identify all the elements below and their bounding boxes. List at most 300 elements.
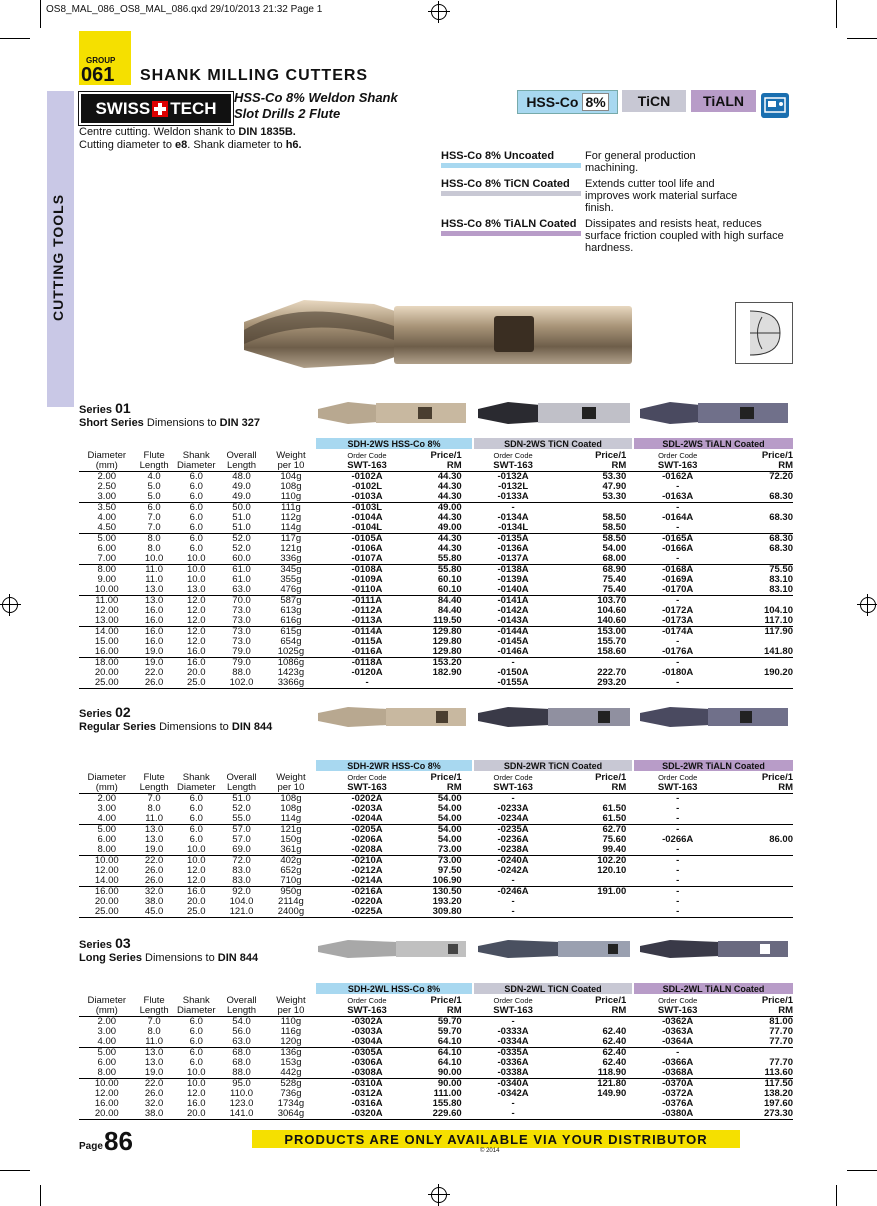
table-cell: -0162A [662, 471, 694, 482]
table-cell: -0107A [351, 553, 383, 564]
table-row [79, 678, 793, 689]
distributor-banner: PRODUCTS ARE ONLY AVAILABLE VIA YOUR DISTRIBUTOR [252, 1130, 740, 1148]
table-cell: - [511, 1098, 515, 1109]
table-cell: 6.0 [189, 481, 203, 492]
table-cell: 13.0 [144, 834, 164, 845]
table-cell: 73.00 [437, 855, 462, 866]
table-cell: 63.0 [232, 584, 251, 595]
table-cell [318, 1048, 326, 1059]
table-cell: 77.70 [769, 1026, 793, 1037]
table-cell: 68.0 [232, 1047, 251, 1058]
table-cell [462, 1109, 472, 1120]
table-cell: 68.30 [769, 543, 793, 554]
table-cell: 5.00 [97, 824, 117, 835]
table-cell: 8.0 [147, 803, 161, 814]
table-cell: -0238A [497, 844, 529, 855]
legend-desc-line: Extends cutter tool life and [585, 178, 715, 190]
table-cell [626, 492, 636, 503]
tool-image-ticn [478, 705, 632, 729]
table-cell [626, 575, 636, 585]
series-heading: Series 03 Long Series Dimensions to DIN 844 [79, 935, 259, 964]
table-cell: -0155A [497, 677, 529, 688]
table-cell [318, 907, 326, 918]
column-header [462, 451, 472, 461]
table-cell: -0308A [351, 1067, 383, 1078]
table-cell: 402g [280, 855, 302, 866]
column-header: Diameter [177, 782, 216, 793]
column-header: Price/1 [761, 772, 793, 783]
table-cell: 18.00 [94, 657, 119, 668]
table-cell [318, 513, 326, 523]
table-cell: -0240A [497, 855, 529, 866]
table-cell [719, 876, 793, 887]
legend-desc-line: Dissipates and resists heat, reduces [585, 218, 762, 230]
product-title-line: HSS-Co 8% Weldon Shank [234, 90, 398, 105]
table-cell [318, 534, 326, 545]
registration-mark-icon [431, 4, 447, 20]
legend-desc-line: finish. [585, 202, 614, 214]
table-cell [462, 804, 472, 814]
table-cell: 75.40 [602, 584, 627, 595]
registration-mark-icon [431, 1187, 447, 1203]
table-cell: 26.0 [144, 875, 164, 886]
table-cell: 5.00 [97, 533, 117, 544]
column-header [318, 783, 326, 794]
table-cell: 58.50 [602, 522, 627, 533]
table-cell: -0132A [497, 471, 529, 482]
table-cell: 6.0 [189, 1047, 203, 1058]
table-cell: -0306A [351, 1057, 383, 1068]
table-cell [626, 876, 636, 887]
table-cell: 97.50 [437, 865, 462, 876]
table-cell: -0104L [351, 522, 383, 533]
badge-pct: 8% [582, 93, 608, 111]
table-cell [626, 845, 636, 856]
table-cell: 22.0 [144, 855, 164, 866]
table-cell: 153g [280, 1057, 302, 1068]
table-cell: - [676, 1047, 680, 1058]
group-number: 061 [81, 64, 115, 86]
table-cell: 54.00 [437, 803, 462, 814]
legend-desc [585, 150, 805, 174]
table-cell: 120g [280, 1036, 302, 1047]
table-cell [626, 866, 636, 876]
table-cell: 10.00 [94, 584, 119, 595]
table-cell: 10.0 [187, 855, 206, 866]
table-cell [318, 492, 326, 503]
table-cell: 11.0 [145, 1036, 163, 1047]
table-row [79, 523, 793, 534]
table-cell [318, 482, 326, 492]
table-cell: 10.0 [187, 1067, 206, 1078]
spec-table-series-01 [79, 451, 793, 689]
table-cell: 70.0 [232, 595, 251, 606]
table-cell: 20.0 [187, 1108, 206, 1119]
table-cell: 88.0 [232, 1067, 251, 1078]
table-cell: -0105A [351, 533, 383, 544]
column-header: SWT-163 [347, 1005, 387, 1016]
table-cell [318, 523, 326, 534]
table-cell [626, 637, 636, 647]
table-cell [626, 1027, 636, 1037]
table-cell: 44.30 [437, 512, 462, 523]
table-cell [719, 814, 793, 825]
table-cell: 12.0 [187, 875, 206, 886]
table-cell: 13.0 [144, 824, 164, 835]
table-cell [626, 472, 636, 483]
table-cell: 2114g [278, 896, 304, 907]
table-cell: 12.0 [187, 615, 206, 626]
table-cell: - [511, 896, 515, 907]
column-header: RM [446, 1005, 462, 1016]
table-cell: 10.00 [94, 855, 119, 866]
table-cell: -0102L [351, 481, 383, 492]
crop-mark [836, 1185, 837, 1206]
column-header: RM [778, 1005, 793, 1016]
table-cell: -0225A [351, 906, 383, 917]
band-hss: SDH-2WR HSS-Co 8% [316, 760, 472, 771]
table-cell: 72.20 [769, 471, 793, 482]
table-cell: 56.0 [232, 1026, 251, 1037]
table-cell: -0135A [497, 533, 529, 544]
table-row [79, 585, 793, 596]
swiss-cross-icon [152, 101, 168, 117]
table-cell [462, 503, 472, 514]
table-cell: 6.0 [189, 543, 203, 554]
table-cell [318, 1079, 326, 1090]
table-cell: 13.0 [144, 595, 164, 606]
table-cell [626, 835, 636, 845]
column-header: RM [611, 1005, 627, 1016]
table-cell: 11.0 [145, 813, 163, 824]
table-cell [626, 554, 636, 565]
column-header-row [79, 783, 793, 794]
table-cell: 62.70 [602, 824, 627, 835]
column-header: per 10 [277, 1005, 305, 1016]
table-cell: 10.0 [187, 564, 206, 575]
table-cell: 104g [280, 471, 302, 482]
table-cell: 32.0 [144, 886, 164, 897]
table-cell [318, 835, 326, 845]
table-cell [554, 897, 626, 907]
table-cell: 476g [280, 584, 302, 595]
slot-drill-image [244, 296, 634, 372]
table-cell [462, 606, 472, 616]
table-cell: 15.00 [94, 636, 119, 647]
table-cell: 2.00 [97, 793, 117, 804]
table-cell [462, 585, 472, 596]
table-cell [462, 1079, 472, 1090]
table-cell: 57.0 [232, 834, 251, 845]
table-cell [318, 1099, 326, 1109]
table-cell: 191.00 [597, 886, 627, 897]
column-header: Weight [276, 995, 306, 1006]
table-cell: 25.00 [94, 677, 119, 688]
series-din: DIN 327 [219, 417, 260, 429]
table-cell: 68.00 [602, 553, 627, 564]
table-cell: -0170A [662, 584, 694, 595]
table-cell: -0150A [497, 667, 529, 678]
side-tab-label: CUTTING TOOLS [50, 193, 66, 321]
table-cell: 8.0 [147, 543, 161, 554]
table-cell: - [676, 481, 680, 492]
table-cell: 8.0 [147, 533, 161, 544]
column-header-row [79, 1006, 793, 1017]
table-cell: 7.00 [97, 553, 117, 564]
table-cell: -0108A [351, 564, 383, 575]
column-header: per 10 [277, 460, 305, 471]
table-cell: 77.70 [769, 1057, 793, 1068]
table-cell: 654g [280, 636, 302, 647]
tool-image-tialn [640, 400, 790, 426]
column-header [318, 451, 326, 461]
table-cell: -0234A [497, 813, 529, 824]
table-cell [318, 1027, 326, 1037]
column-header: Flute [143, 995, 165, 1006]
column-header: Order Code [347, 996, 387, 1005]
table-cell: 104.10 [763, 605, 793, 616]
table-row [79, 804, 793, 814]
table-cell: -0166A [662, 543, 694, 554]
table-cell: 55.80 [437, 564, 462, 575]
table-cell [554, 1099, 626, 1109]
table-cell: 10.0 [144, 553, 164, 564]
table-cell: 108g [280, 793, 302, 804]
table-cell: 3.00 [97, 803, 117, 814]
table-cell: -0236A [497, 834, 529, 845]
table-cell [462, 845, 472, 856]
table-cell: 13.0 [144, 584, 164, 595]
table-row [79, 845, 793, 856]
table-cell: 108g [280, 803, 302, 814]
table-cell [626, 482, 636, 492]
table-cell: 111.00 [433, 1088, 462, 1099]
table-cell: -0216A [351, 886, 383, 897]
column-header: Price/1 [761, 450, 793, 461]
table-cell: 153.20 [432, 657, 462, 668]
legend-key: HSS-Co 8% Uncoated [441, 150, 555, 162]
table-cell: -0180A [662, 667, 694, 678]
table-cell: 99.40 [602, 844, 627, 855]
tool-image-hss [318, 705, 468, 729]
table-cell [462, 544, 472, 554]
table-cell: 141.0 [229, 1108, 254, 1119]
table-cell: 6.0 [189, 803, 203, 814]
table-cell [626, 1017, 636, 1028]
legend-desc-line: hardness. [585, 242, 634, 254]
legend-desc [585, 178, 805, 214]
column-header: Shank [182, 772, 210, 783]
column-header [626, 773, 636, 783]
table-cell [626, 544, 636, 554]
table-cell: 3.00 [97, 491, 117, 502]
column-header: Diameter [87, 450, 127, 461]
table-cell [719, 845, 793, 856]
table-cell: 5.00 [97, 1047, 117, 1058]
table-cell [719, 887, 793, 898]
table-cell [318, 554, 326, 565]
table-cell: 16.0 [187, 657, 206, 668]
table-cell [462, 668, 472, 678]
table-cell: 117.90 [764, 626, 793, 637]
tool-image-tialn [640, 938, 790, 960]
badge-ticn: TiCN [622, 90, 686, 112]
table-cell: 150g [280, 834, 302, 845]
table-cell: 8.00 [97, 844, 117, 855]
table-cell: 51.0 [232, 793, 251, 804]
table-cell: -0136A [497, 543, 529, 554]
table-cell: -0112A [351, 605, 383, 616]
table-cell: -0110A [351, 584, 383, 595]
table-cell: 6.0 [189, 512, 203, 523]
intro-din: DIN 1835B. [238, 126, 296, 138]
column-header: Order Code [658, 996, 698, 1005]
table-cell [318, 866, 326, 876]
table-cell: 12.0 [187, 605, 206, 616]
table-cell [318, 596, 326, 607]
table-cell: 20.0 [187, 896, 206, 907]
table-cell [318, 678, 326, 689]
table-cell: 83.10 [769, 574, 793, 585]
table-cell: 149.90 [597, 1088, 627, 1099]
table-cell: 73.0 [232, 605, 251, 616]
table-cell: 2.00 [97, 1016, 117, 1027]
table-cell: 361g [280, 844, 302, 855]
table-cell: 54.00 [437, 834, 462, 845]
table-cell: -0145A [497, 636, 529, 647]
table-cell: 3064g [277, 1108, 305, 1119]
table-cell [318, 804, 326, 814]
table-cell: 73.0 [232, 626, 251, 637]
table-cell: 58.50 [602, 512, 627, 523]
table-cell: 62.40 [602, 1036, 627, 1047]
table-cell: -0362A [662, 1016, 694, 1027]
table-cell: 4.0 [147, 471, 161, 482]
table-cell: -0220A [351, 896, 383, 907]
legend-swatch [441, 191, 581, 196]
table-cell: -0142A [497, 605, 529, 616]
table-cell: 62.40 [602, 1026, 627, 1037]
table-cell [626, 565, 636, 576]
table-cell: -0214A [351, 875, 383, 886]
band-tialn: SDL-2WR TiALN Coated [634, 760, 793, 771]
table-cell [719, 554, 793, 565]
table-cell: 129.80 [432, 626, 462, 637]
intro-text [79, 126, 302, 152]
table-cell: 16.0 [187, 1098, 206, 1109]
column-header: SWT-163 [347, 460, 387, 471]
table-cell: 51.0 [232, 522, 251, 533]
table-cell: 44.30 [437, 543, 462, 554]
column-header: SWT-163 [493, 460, 533, 471]
table-cell: 75.50 [769, 564, 793, 575]
table-cell: - [511, 657, 515, 668]
table-cell: 114g [280, 813, 302, 824]
crop-mark [0, 38, 30, 39]
legend-key: HSS-Co 8% TiALN Coated [441, 218, 577, 230]
table-cell: 68.30 [769, 533, 793, 544]
table-row [79, 1109, 793, 1120]
table-cell [626, 814, 636, 825]
table-cell: 72.0 [232, 855, 251, 866]
column-header [626, 783, 636, 794]
table-cell: 4.00 [97, 813, 117, 824]
column-header: Diameter [87, 772, 127, 783]
table-cell: 5.0 [147, 481, 161, 492]
table-cell [462, 575, 472, 585]
table-cell: 10.0 [187, 553, 206, 564]
series-name: Regular Series [79, 721, 157, 733]
table-cell: 6.00 [97, 1057, 117, 1068]
table-cell: 11.0 [145, 564, 163, 575]
column-header: SWT-163 [347, 782, 387, 793]
crop-mark [836, 0, 837, 28]
table-cell [719, 907, 793, 918]
table-cell: 6.0 [189, 1026, 203, 1037]
column-header: (mm) [95, 1005, 118, 1016]
column-header: Length [139, 460, 169, 471]
table-row [79, 647, 793, 658]
table-cell: - [676, 886, 680, 897]
column-header: Shank [182, 450, 210, 461]
table-cell: - [676, 813, 680, 824]
table-cell: 50.0 [232, 502, 251, 513]
table-cell: - [365, 677, 369, 688]
table-cell: 6.0 [189, 793, 203, 804]
table-row [79, 513, 793, 523]
table-cell: -0102A [351, 471, 383, 482]
table-cell: -0366A [662, 1057, 694, 1068]
column-header: Price/1 [595, 995, 627, 1006]
table-cell [318, 814, 326, 825]
table-cell: 84.40 [437, 595, 462, 606]
table-cell [318, 647, 326, 658]
table-cell: 12.00 [94, 865, 119, 876]
table-cell: 16.00 [94, 1098, 119, 1109]
band-tialn: SDL-2WS TiALN Coated [634, 438, 793, 449]
table-cell: -0202A [351, 793, 383, 804]
table-cell: - [676, 657, 680, 668]
table-cell [462, 596, 472, 607]
table-cell: - [676, 865, 680, 876]
legend-desc [585, 218, 805, 254]
table-cell: 2.00 [97, 471, 117, 482]
table-cell: - [676, 595, 680, 606]
intro-text-run: Cutting diameter to [79, 139, 175, 151]
table-cell: -0233A [497, 803, 529, 814]
series-number: 02 [115, 704, 131, 720]
table-cell: 528g [280, 1078, 302, 1089]
table-cell: -0203A [351, 803, 383, 814]
table-cell [318, 565, 326, 576]
table-cell: 3366g [277, 677, 305, 688]
column-header: Flute [143, 772, 165, 783]
group-label: GROUP [86, 56, 116, 65]
table-cell: -0316A [351, 1098, 383, 1109]
table-cell: 103.70 [597, 595, 627, 606]
table-cell [626, 534, 636, 545]
table-cell: -0137A [497, 553, 529, 564]
table-cell: 123.0 [229, 1098, 254, 1109]
series-din: DIN 844 [231, 721, 273, 733]
table-cell: 587g [280, 595, 302, 606]
table-cell: 13.0 [144, 1057, 164, 1068]
table-cell [318, 1089, 326, 1099]
table-cell: -0242A [497, 865, 529, 876]
table-cell [626, 1037, 636, 1048]
table-cell [318, 1058, 326, 1068]
legend-desc-line: surface friction coupled with high surface [585, 230, 784, 242]
